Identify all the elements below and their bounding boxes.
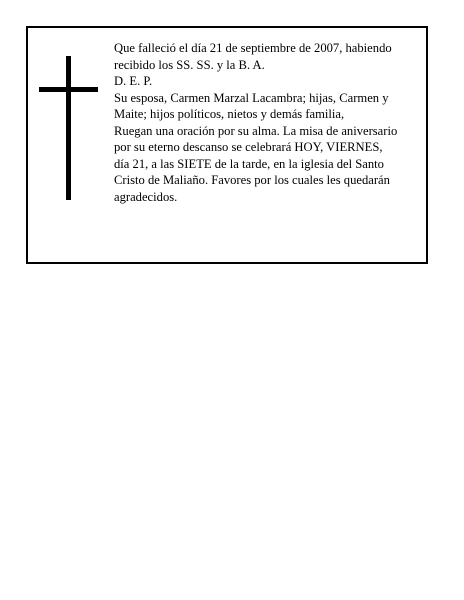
notice-line-5: Maite; hijos políticos, nietos y demás familia, (114, 107, 345, 121)
notice-line-3: D. E. P. (114, 74, 153, 88)
notice-line-1: Que falleció el día 21 de septiembre de 2007, habiendo (114, 41, 392, 55)
obituary-notice (26, 26, 428, 264)
notice-line-10: agradecidos. (114, 189, 178, 204)
notice-line-8: día 21, a las SIETE de la tarde, en la iglesia del Santo (114, 156, 384, 171)
cross-vertical-bar (66, 56, 71, 200)
notice-line-7: por su eterno descanso se celebrará HOY, VIERNES, (114, 140, 383, 154)
notice-line-9: Cristo de Maliaño. Favores por los cuales les quedarán (114, 173, 390, 187)
cross-icon (39, 56, 98, 200)
notice-text (114, 40, 426, 205)
notice-line-2: recibido los SS. SS. y la B. A. (114, 57, 265, 72)
notice-line-6: Ruegan una oración por su alma. La misa de aniversario (114, 123, 398, 138)
notice-line-4: Su esposa, Carmen Marzal Lacambra; hijas, Carmen y (114, 90, 389, 105)
cross-horizontal-bar (39, 87, 98, 92)
